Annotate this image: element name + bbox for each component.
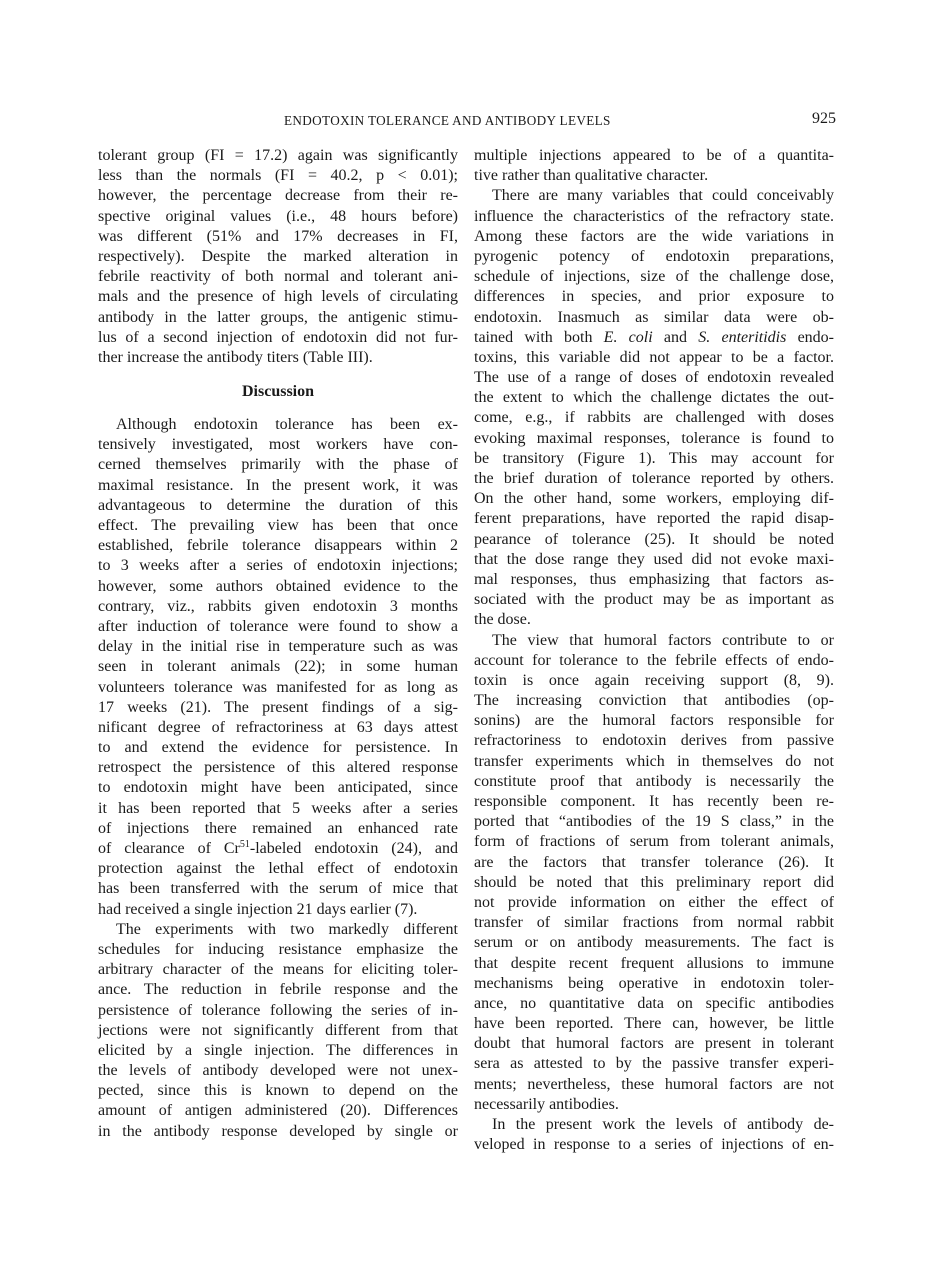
text-line: the levels of antibody developed were not unex- (98, 1062, 458, 1080)
text-line: tive rather than qualitative character. (474, 167, 709, 185)
text-line: account for tolerance to the febrile effects of endo- (474, 651, 834, 669)
text-line: ance. The reduction in febrile response and the (98, 981, 458, 999)
text-line: effect. The prevailing view has been that once (98, 517, 458, 534)
text-line: The increasing conviction that antibodies (op- (474, 692, 834, 710)
text-line: jections were not significantly different from that (98, 1021, 458, 1039)
text-line: the brief duration of tolerance reported by others. (474, 470, 834, 487)
text-line: tensively investigated, most workers have con- (98, 436, 458, 454)
text-line: responsible component. It has recently been re- (474, 793, 834, 810)
text-line: advantageous to determine the duration of this (98, 496, 458, 514)
text-line: it has been reported that 5 weeks after a series (98, 799, 458, 817)
text-line: however, some authors obtained evidence to the (98, 577, 458, 595)
paragraph (474, 146, 834, 186)
text-line: to 3 weeks after a series of endotoxin injections; (98, 557, 458, 575)
text-line: pected, since this is known to depend on the (98, 1082, 458, 1100)
text-line: pyrogenic potency of endotoxin preparations, (474, 247, 834, 265)
paragraph (474, 631, 834, 1116)
text-line: retrospect the persistence of this altered response (98, 759, 458, 777)
text-line: tained with both E. coli and S. enteritidis endo- (474, 328, 834, 346)
text-line: nificant degree of refractoriness at 63 days attest (98, 718, 458, 736)
text-line: sonins) are the humoral factors responsible for (474, 712, 834, 730)
text-line: refractoriness to endotoxin derives from passive (474, 732, 834, 750)
text-line: persistence of tolerance following the series of in- (98, 1001, 458, 1019)
text-line: in the antibody response developed by single or (98, 1122, 458, 1140)
text-line: maximal resistance. In the present work, it was (98, 476, 458, 494)
text-line: transfer experiments which in themselves do not (474, 752, 834, 770)
text-line: ance, no quantitative data on specific antibodies (474, 994, 834, 1012)
text-line: ported that “antibodies of the 19 S class,” in the (474, 813, 834, 831)
text-line: constitute proof that antibody is necessarily the (474, 772, 834, 790)
text-line: ther increase the antibody titers (Table III). (98, 348, 373, 366)
italic-term: E. coli (603, 328, 653, 346)
superscript: 51 (239, 839, 250, 850)
text-line: sera as attested to by the passive transfer experi- (474, 1055, 834, 1073)
text-line: come, e.g., if rabbits are challenged with doses (474, 409, 834, 427)
text-line: veloped in response to a series of injections of en- (474, 1136, 834, 1154)
text-line: be transitory (Figure 1). This may account for (474, 449, 834, 467)
text-line: not provide information on either the effect of (474, 893, 834, 911)
paragraph (98, 920, 458, 1142)
text-line: had received a single injection 21 days earlier (7). (98, 900, 418, 918)
running-header (0, 110, 936, 132)
text-line: pearance of tolerance (25). It should be noted (474, 530, 834, 548)
text-line: mals and the presence of high levels of circulating (98, 288, 458, 306)
text-line: schedules for inducing resistance emphasize the (98, 940, 458, 958)
text-line: lus of a second injection of endotoxin did not fur- (98, 328, 458, 346)
text-line: serum or on antibody measurements. The fact is (474, 934, 834, 952)
text-line: have been reported. There can, however, be little (474, 1015, 834, 1033)
text-line: that despite recent frequent allusions to immune (474, 954, 834, 972)
text-line: to endotoxin might have been anticipated, since (98, 779, 458, 797)
text-line: antibody in the latter groups, the antigenic stimu- (98, 308, 458, 326)
text-line: tolerant group (FI = 17.2) again was significantly (98, 147, 458, 164)
text-line: should be noted that this preliminary report did (474, 873, 834, 891)
text-line: influence the characteristics of the refractory state. (474, 207, 834, 225)
text-line: The experiments with two markedly different (116, 920, 458, 938)
paragraph (474, 1115, 834, 1155)
text-line: elicited by a single injection. The differences in (98, 1041, 458, 1059)
paragraph (98, 415, 458, 920)
text-line: On the other hand, some workers, employing dif- (474, 490, 834, 508)
text-line: established, febrile tolerance disappears within 2 (98, 537, 458, 555)
text-line: mechanisms being operative in endotoxin toler- (474, 974, 834, 992)
text-line: toxins, this variable did not appear to be a factor. (474, 348, 834, 366)
section-heading-discussion: Discussion (241, 383, 315, 401)
text-line: cerned themselves primarily with the phase of (98, 456, 458, 474)
text-line: the extent to which the challenge dictates the out- (474, 389, 834, 407)
text-line: In the present work the levels of antibody de- (492, 1116, 834, 1133)
text-line: spective original values (i.e., 48 hours before) (98, 207, 458, 225)
text-line: multiple injections appeared to be of a quantita- (474, 147, 834, 164)
text-line: toxin is once again receiving support (8, 9). (474, 671, 834, 689)
text-line: Among these factors are the wide variations in (474, 227, 834, 245)
text-line: schedule of injections, size of the challenge dose, (474, 268, 834, 286)
text-line: transfer of similar fractions from normal rabbit (474, 914, 834, 932)
text-line: respectively). Despite the marked alteration in (98, 247, 458, 265)
text-line: doubt that humoral factors are present in tolerant (474, 1035, 834, 1053)
text-line: ments; nevertheless, these humoral factors are not (474, 1075, 834, 1093)
text-line: amount of antigen administered (20). Differences (98, 1102, 458, 1120)
text-line: delay in the initial rise in temperature such as was (98, 638, 458, 656)
text-line: to and extend the evidence for persistence. In (98, 739, 458, 757)
text-line: mal responses, thus emphasizing that factors as- (474, 570, 834, 588)
text-line: evoking maximal responses, tolerance is found to (474, 429, 834, 447)
text-line: There are many variables that could conceivably (492, 187, 834, 205)
text-line: arbitrary character of the means for eliciting toler- (98, 961, 458, 979)
text-line: of clearance of Cr$^{51}$-labeled endotoxin (24), and (98, 839, 458, 857)
text-line: contrary, viz., rabbits given endotoxin 3 months (98, 597, 458, 615)
text-line: the dose. (474, 611, 531, 629)
text-line: seen in tolerant animals (22); in some human (98, 658, 458, 676)
text-line: necessarily antibodies. (474, 1095, 619, 1113)
text-line: The view that humoral factors contribute to or (492, 631, 834, 649)
text-line: that the dose range they used did not evoke maxi- (474, 550, 834, 568)
italic-term: S. enteritidis (698, 328, 787, 346)
text-line: The use of a range of doses of endotoxin revealed (474, 369, 834, 387)
text-line: has been transferred with the serum of mice that (98, 880, 458, 898)
text-line: form of fractions of serum from tolerant animals, (474, 833, 834, 851)
page-number: 925 (812, 110, 836, 127)
text-line: Although endotoxin tolerance has been ex- (116, 416, 458, 434)
right-column (474, 146, 834, 1155)
text-line: sociated with the product may be as important as (474, 591, 834, 609)
text-line: protection against the lethal effect of endotoxin (98, 860, 458, 878)
text-line: of injections there remained an enhanced rate (98, 819, 458, 837)
text-line: differences in species, and prior exposure to (474, 288, 834, 306)
text-line: are the factors that transfer tolerance (26). It (474, 853, 834, 871)
running-title: ENDOTOXIN TOLERANCE AND ANTIBODY LEVELS (284, 113, 611, 128)
text-line: volunteers tolerance was manifested for as long as (98, 678, 458, 696)
text-line: was different (51% and 17% decreases in FI, (98, 227, 458, 245)
text-line: however, the percentage decrease from their re- (98, 187, 458, 205)
text-line: febrile reactivity of both normal and tolerant ani- (98, 268, 458, 286)
text-line: after induction of tolerance were found to show a (98, 617, 458, 635)
paragraph (474, 186, 834, 630)
left-column (98, 146, 458, 1142)
paragraph (98, 146, 458, 368)
text-line: less than the normals (FI = 40.2, p < 0.01); (98, 167, 458, 185)
text-line: endotoxin. Inasmuch as similar data were ob- (474, 308, 834, 326)
text-line: 17 weeks (21). The present findings of a sig- (98, 698, 458, 716)
text-line: ferent preparations, have reported the rapid disap- (474, 510, 834, 528)
